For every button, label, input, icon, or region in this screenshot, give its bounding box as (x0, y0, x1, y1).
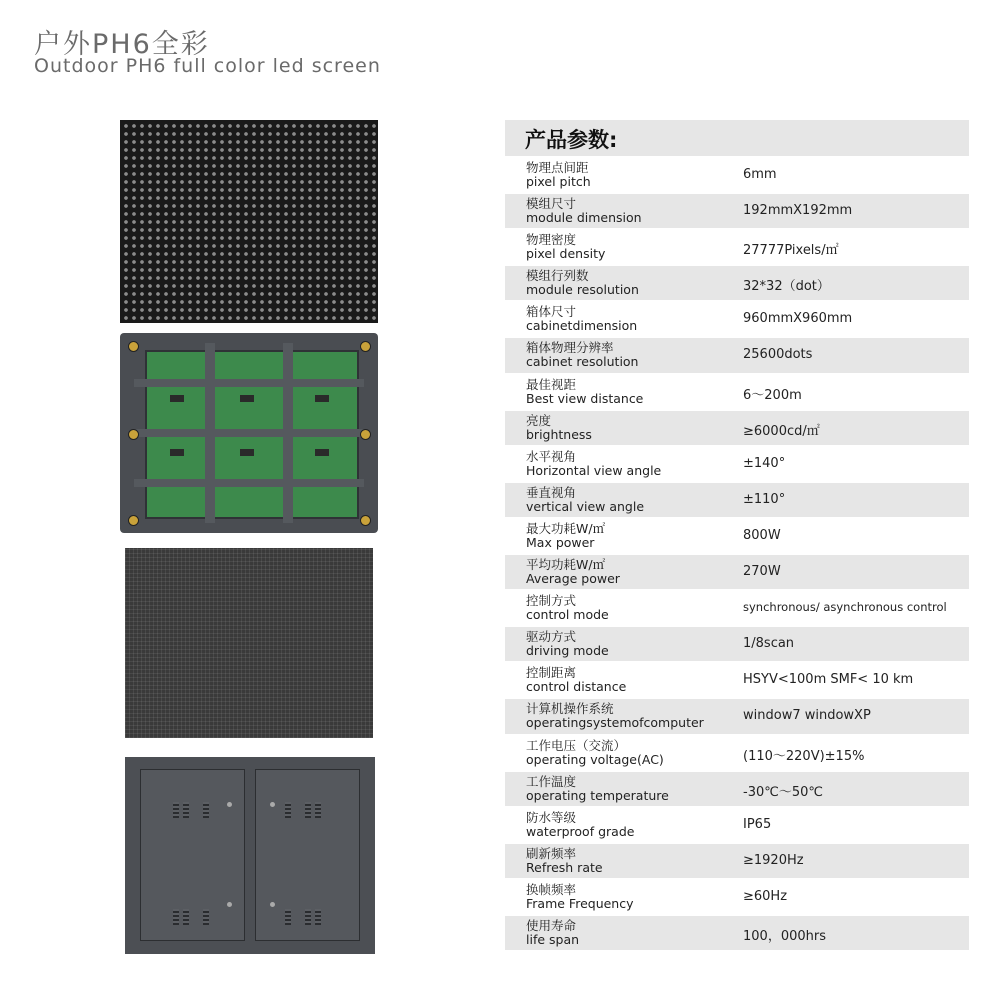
mount-hole (360, 429, 371, 440)
spec-value: 32*32（dot） (743, 279, 830, 295)
spec-label-en: Frame Frequency (526, 895, 634, 911)
spec-label-cn: 换帧频率 (526, 881, 577, 897)
table-row (505, 302, 969, 336)
spec-table-body (505, 158, 969, 950)
spec-label-cn: 箱体尺寸 (526, 304, 577, 320)
vent (173, 802, 179, 818)
vent (183, 909, 189, 925)
vent (203, 909, 209, 925)
spec-label-en: operating voltage(AC) (526, 751, 664, 767)
spec-label-cn: 模组尺寸 (526, 196, 577, 212)
spec-label-en: waterproof grade (526, 823, 635, 839)
spec-label-en: Horizontal view angle (526, 462, 662, 478)
spec-value: HSYV<100m SMF< 10 km (743, 672, 914, 688)
cabinet-front-image (125, 548, 373, 738)
spec-table-title: 产品参数: (525, 128, 618, 152)
vent (305, 802, 311, 818)
table-row (505, 591, 969, 625)
spec-label-cn: 使用寿命 (526, 917, 577, 933)
spec-value: window7 windowXP (743, 708, 871, 724)
mount-hole (128, 429, 139, 440)
spec-label-en: Refresh rate (526, 859, 603, 875)
spec-label-en: module resolution (526, 282, 639, 298)
spec-label-cn: 控制方式 (526, 593, 577, 609)
frame-rib (134, 379, 364, 387)
spec-value: 1/8scan (743, 636, 795, 652)
spec-label-cn: 亮度 (526, 412, 552, 428)
spec-label-en: module dimension (526, 210, 642, 226)
led-module-back-image (120, 333, 378, 533)
spec-label-cn: 最大功耗W/㎡ (526, 520, 606, 536)
spec-label-cn: 物理密度 (526, 232, 577, 248)
table-row (505, 699, 969, 733)
vent (315, 909, 321, 925)
vent (305, 909, 311, 925)
spec-value: IP65 (743, 816, 772, 832)
table-row (505, 375, 969, 409)
table-row (505, 411, 969, 445)
spec-label-cn: 水平视角 (526, 448, 577, 464)
spec-value: 6～200m (743, 387, 802, 403)
table-row (505, 483, 969, 517)
spec-label-en: life span (526, 931, 580, 947)
chip (240, 395, 254, 402)
table-row (505, 519, 969, 553)
chip (170, 395, 184, 402)
table-row (505, 194, 969, 228)
mount-hole (360, 515, 371, 526)
table-row (505, 916, 969, 950)
spec-label-en: pixel pitch (526, 174, 591, 189)
spec-label-en: vertical view angle (526, 498, 645, 514)
spec-label-en: operatingsystemofcomputer (526, 715, 704, 731)
spec-label-cn: 防水等级 (526, 809, 577, 825)
spec-label-en: operating temperature (526, 787, 669, 803)
screw (227, 802, 232, 807)
spec-value: 800W (743, 527, 781, 543)
spec-value: ≥1920Hz (743, 852, 804, 868)
chip (170, 449, 184, 456)
spec-label-en: Best view distance (526, 390, 644, 406)
vent (173, 909, 179, 925)
chip (315, 395, 329, 402)
spec-label-en: cabinet resolution (526, 354, 639, 370)
spec-value: 960mmX960mm (743, 311, 853, 327)
spec-label-cn: 模组行列数 (526, 268, 589, 284)
spec-label-en: Max power (526, 534, 595, 550)
spec-value: ±140° (743, 455, 786, 471)
frame-rib (134, 429, 364, 437)
page-subtitle: Outdoor PH6 full color led screen (34, 55, 381, 77)
spec-label-cn: 计算机操作系统 (526, 701, 614, 717)
table-row (505, 880, 969, 914)
spec-label-cn: 最佳视距 (526, 376, 577, 392)
spec-value: 6mm (743, 167, 777, 182)
spec-value: 270W (743, 564, 781, 580)
mount-hole (128, 341, 139, 352)
spec-label-cn: 刷新频率 (526, 845, 577, 861)
screw (227, 902, 232, 907)
spec-value: 100，000hrs (743, 928, 826, 944)
spec-label-cn: 工作电压（交流） (526, 737, 627, 753)
cabinet-door-left (140, 769, 245, 941)
spec-value: (110～220V)±15% (743, 748, 865, 764)
frame-rib (134, 479, 364, 487)
spec-value: 25600dots (743, 347, 813, 363)
spec-label-en: pixel density (526, 246, 606, 262)
spec-label-cn: 物理点间距 (526, 160, 589, 175)
chip (315, 449, 329, 456)
table-row (505, 230, 969, 264)
spec-value: 27777Pixels/㎡ (743, 243, 839, 259)
mount-hole (128, 515, 139, 526)
spec-table-header (505, 120, 969, 156)
spec-value: 192mmX192mm (743, 203, 853, 219)
spec-label-cn: 垂直视角 (526, 484, 577, 500)
table-row (505, 736, 969, 770)
spec-label-en: control distance (526, 679, 627, 695)
table-row (505, 555, 969, 589)
vent (285, 802, 291, 818)
spec-value: ≥60Hz (743, 888, 788, 904)
spec-value: synchronous/ asynchronous control (743, 600, 947, 615)
spec-label-cn: 驱动方式 (526, 629, 577, 645)
vent (203, 802, 209, 818)
vent (183, 802, 189, 818)
spec-label-en: Average power (526, 571, 620, 587)
table-row (505, 663, 969, 697)
mount-hole (360, 341, 371, 352)
led-module-front-image (120, 120, 378, 323)
spec-label-cn: 控制距离 (526, 665, 577, 681)
table-row (505, 772, 969, 806)
spec-value: -30℃～50℃ (743, 784, 823, 800)
vent (285, 909, 291, 925)
table-row (505, 158, 969, 192)
page-title: 户外PH6全彩 (34, 29, 210, 60)
screw (270, 802, 275, 807)
table-row (505, 808, 969, 842)
chip (240, 449, 254, 456)
spec-label-en: driving mode (526, 643, 609, 659)
table-row (505, 844, 969, 878)
spec-value: ±110° (743, 491, 786, 507)
screw (270, 902, 275, 907)
spec-label-en: cabinetdimension (526, 318, 638, 334)
cabinet-back-image (125, 757, 375, 954)
spec-label-en: brightness (526, 426, 592, 442)
table-row (505, 266, 969, 300)
spec-label-cn: 箱体物理分辨率 (526, 340, 614, 356)
table-row (505, 338, 969, 372)
spec-label-cn: 平均功耗W/㎡ (526, 557, 606, 573)
table-row (505, 627, 969, 661)
spec-value: ≥6000cd/㎡ (743, 423, 820, 439)
vent (315, 802, 321, 818)
table-row (505, 447, 969, 481)
spec-label-cn: 工作温度 (526, 773, 577, 789)
spec-label-en: control mode (526, 607, 609, 623)
spec-table (505, 120, 969, 952)
